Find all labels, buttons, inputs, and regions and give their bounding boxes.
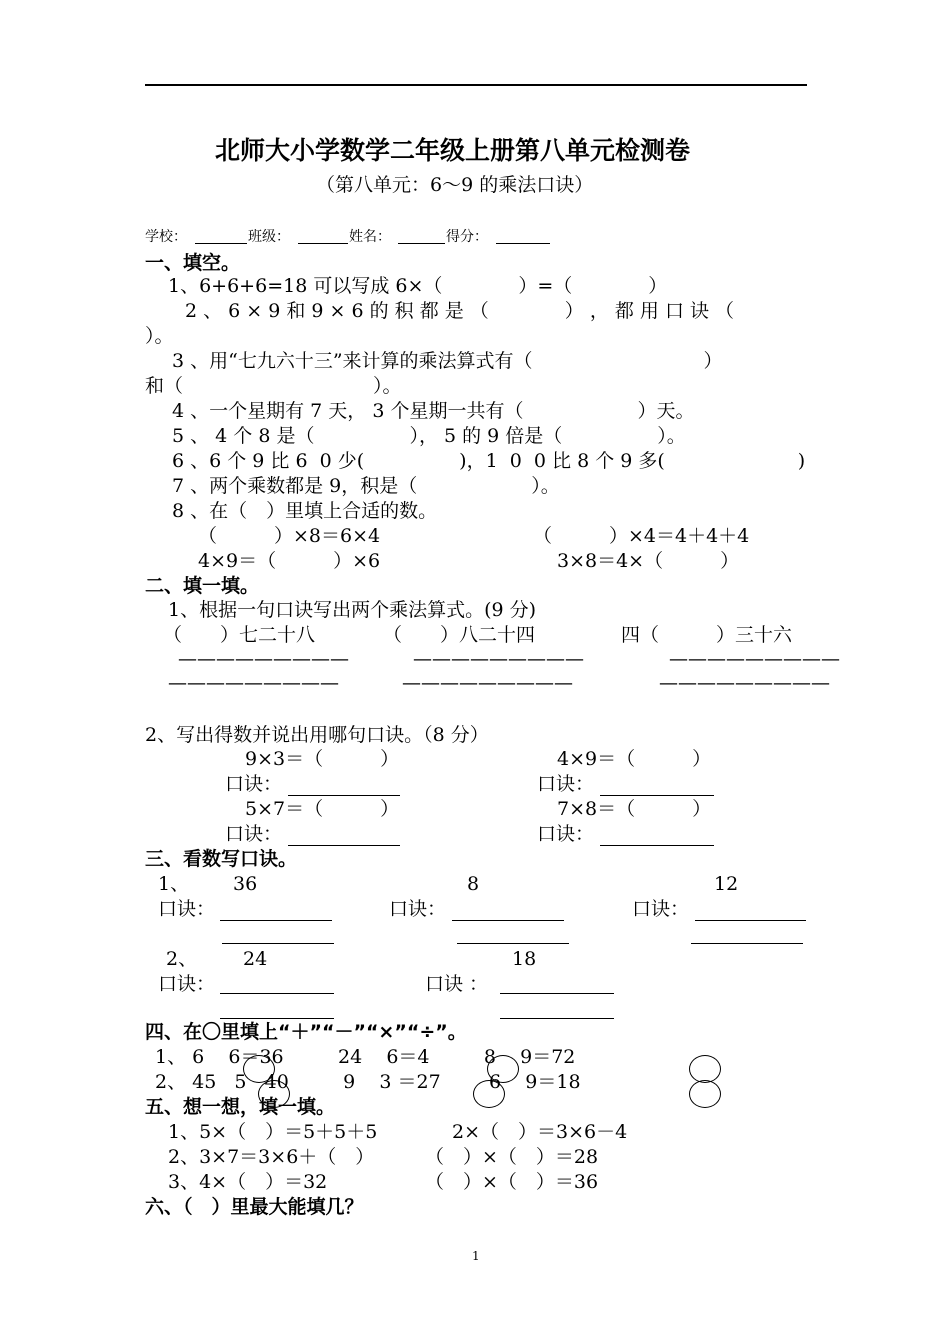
- s1-q8-item-c: 4×9＝（ ）×6: [198, 550, 381, 572]
- s2-blank-3b[interactable]: —————————: [659, 672, 830, 694]
- s2-koujue-label-4: 口诀：: [537, 823, 595, 845]
- score-field[interactable]: [496, 243, 550, 244]
- name-label: 姓名：: [349, 229, 391, 245]
- s1-question-3-cont: 和（ ）。: [145, 375, 402, 397]
- s2-blank-2b[interactable]: —————————: [402, 672, 573, 694]
- s5-line-2a: 2、3×7＝3×6＋（ ）: [168, 1146, 375, 1168]
- s3-row-1-label: 1、: [158, 873, 190, 895]
- s5-line-3a: 3、4×（ ）＝32: [168, 1171, 328, 1193]
- s2-expr-3: 5×7＝（ ）: [245, 798, 400, 820]
- s1-question-2: 2 、 6 × 9 和 9 × 6 的 积 都 是 （ ） ， 都 用 口 诀 （: [185, 300, 735, 322]
- s3-field-1a[interactable]: [220, 920, 332, 921]
- name-field[interactable]: [398, 243, 445, 244]
- s3-field-4b[interactable]: [220, 1018, 334, 1019]
- operator-circle-6[interactable]: [689, 1080, 721, 1108]
- s3-number-24: 24: [243, 948, 268, 970]
- s2-koujue-field-3[interactable]: [288, 845, 400, 846]
- s2-blank-1a[interactable]: —————————: [178, 648, 349, 670]
- score-label: 得分：: [446, 229, 488, 245]
- s3-number-36: 36: [233, 873, 258, 895]
- s2-koujue-3: 四（ ）三十六: [621, 624, 793, 646]
- operator-circle-2[interactable]: [487, 1055, 519, 1083]
- s2-expr-2: 4×9＝（ ）: [557, 748, 712, 770]
- s3-field-5b[interactable]: [500, 1018, 614, 1019]
- s2-koujue-2: （ ）八二十四: [383, 624, 536, 646]
- s2-question-2: 2、写出得数并说出用哪句口诀。（8 分）: [145, 724, 489, 746]
- s3-koujue-label-3: 口诀：: [632, 898, 690, 920]
- s3-field-4a[interactable]: [220, 993, 334, 994]
- s3-field-1b[interactable]: [222, 943, 334, 944]
- operator-circle-5[interactable]: [473, 1080, 505, 1108]
- s3-field-3a[interactable]: [695, 920, 806, 921]
- s4-line-2: 2、 45 5 40 9 3 ＝27 6 9＝18: [155, 1071, 581, 1093]
- s2-expr-4: 7×8＝（ ）: [557, 798, 712, 820]
- s3-koujue-label-5: 口诀 ：: [425, 973, 489, 995]
- s3-field-2a[interactable]: [452, 920, 564, 921]
- s1-question-4: 4 、一个星期有 7 天， 3 个星期一共有（ ）天。: [172, 400, 695, 422]
- s4-line-1: 1、 6 6＝36 24 6＝4 8 9＝72: [155, 1046, 576, 1068]
- s2-blank-2a[interactable]: —————————: [413, 648, 584, 670]
- s5-line-3b: （ ）×（ ）＝36: [425, 1171, 599, 1193]
- section-2-heading: 二、填一填。: [145, 575, 260, 597]
- page-subtitle: （第八单元：6～9 的乘法口诀）: [316, 174, 594, 196]
- section-6-heading: 六、（ ）里最大能填几？: [145, 1196, 364, 1218]
- section-1-heading: 一、填空。: [145, 252, 241, 274]
- s2-blank-3a[interactable]: —————————: [669, 648, 840, 670]
- s2-expr-1: 9×3＝（ ）: [245, 748, 400, 770]
- s5-line-1b: 2×（ ）＝3×6－4: [452, 1121, 628, 1143]
- top-rule: [145, 84, 807, 86]
- s3-number-8: 8: [467, 873, 480, 895]
- section-3-heading: 三、看数写口诀。: [145, 848, 298, 870]
- s3-field-5a[interactable]: [500, 993, 614, 994]
- school-label: 学校：: [145, 229, 187, 245]
- class-field[interactable]: [298, 243, 348, 244]
- s2-koujue-label-3: 口诀：: [225, 823, 283, 845]
- s5-line-1a: 1、5×（ ）＝5＋5＋5: [168, 1121, 378, 1143]
- s3-koujue-label-4: 口诀：: [158, 973, 216, 995]
- s1-q8-item-b: （ ）×4＝4＋4＋4: [533, 525, 750, 547]
- s2-question-1: 1、根据一句口诀写出两个乘法算式。(9 分): [168, 599, 537, 621]
- page-number: 1: [472, 1249, 480, 1263]
- school-field[interactable]: [195, 243, 247, 244]
- s1-question-7: 7 、两个乘数都是 9，积是（ ）。: [172, 475, 560, 497]
- s3-koujue-label-1: 口诀：: [158, 898, 216, 920]
- s5-line-2b: （ ）×（ ）＝28: [425, 1146, 599, 1168]
- s1-question-2-cont: ）。: [145, 325, 174, 347]
- s3-field-2b[interactable]: [457, 943, 569, 944]
- s2-koujue-label-2: 口诀：: [537, 773, 595, 795]
- s2-koujue-field-2[interactable]: [600, 795, 714, 796]
- s1-q8-item-d: 3×8＝4×（ ）: [557, 550, 740, 572]
- s1-question-5: 5 、 4 个 8 是（ ）， 5 的 9 倍是（ ）。: [172, 425, 686, 447]
- s1-question-6: 6 、6 个 9 比 6 0 少( )，1 0 0 比 8 个 9 多( ): [172, 450, 806, 472]
- s3-field-3b[interactable]: [691, 943, 803, 944]
- s1-question-8: 8 、在（ ）里填上合适的数。: [172, 500, 438, 522]
- s3-row-2-label: 2、: [166, 948, 198, 970]
- s3-number-12: 12: [714, 873, 739, 895]
- operator-circle-1[interactable]: [243, 1055, 275, 1083]
- s1-question-1: 1、6+6+6=18 可以写成 6×（ ）=（ ）: [168, 275, 668, 297]
- s2-koujue-field-4[interactable]: [600, 845, 714, 846]
- section-4-heading: 四、在〇里填上“＋”“－”“×”“÷”。: [145, 1021, 467, 1043]
- s1-question-3: 3 、用“七九六十三”来计算的乘法算式有（ ）: [172, 350, 723, 372]
- class-label: 班级：: [248, 229, 290, 245]
- page-title: 北师大小学数学二年级上册第八单元检测卷: [215, 136, 691, 165]
- section-5-heading: 五、想一想，填一填。: [145, 1096, 336, 1118]
- s2-koujue-label-1: 口诀：: [225, 773, 283, 795]
- operator-circle-3[interactable]: [689, 1055, 721, 1083]
- s2-koujue-field-1[interactable]: [288, 795, 400, 796]
- s3-koujue-label-2: 口诀：: [389, 898, 447, 920]
- s1-q8-item-a: （ ）×8＝6×4: [198, 525, 381, 547]
- s2-blank-1b[interactable]: —————————: [168, 672, 339, 694]
- s3-number-18: 18: [512, 948, 537, 970]
- s2-koujue-1: （ ）七二十八: [163, 624, 316, 646]
